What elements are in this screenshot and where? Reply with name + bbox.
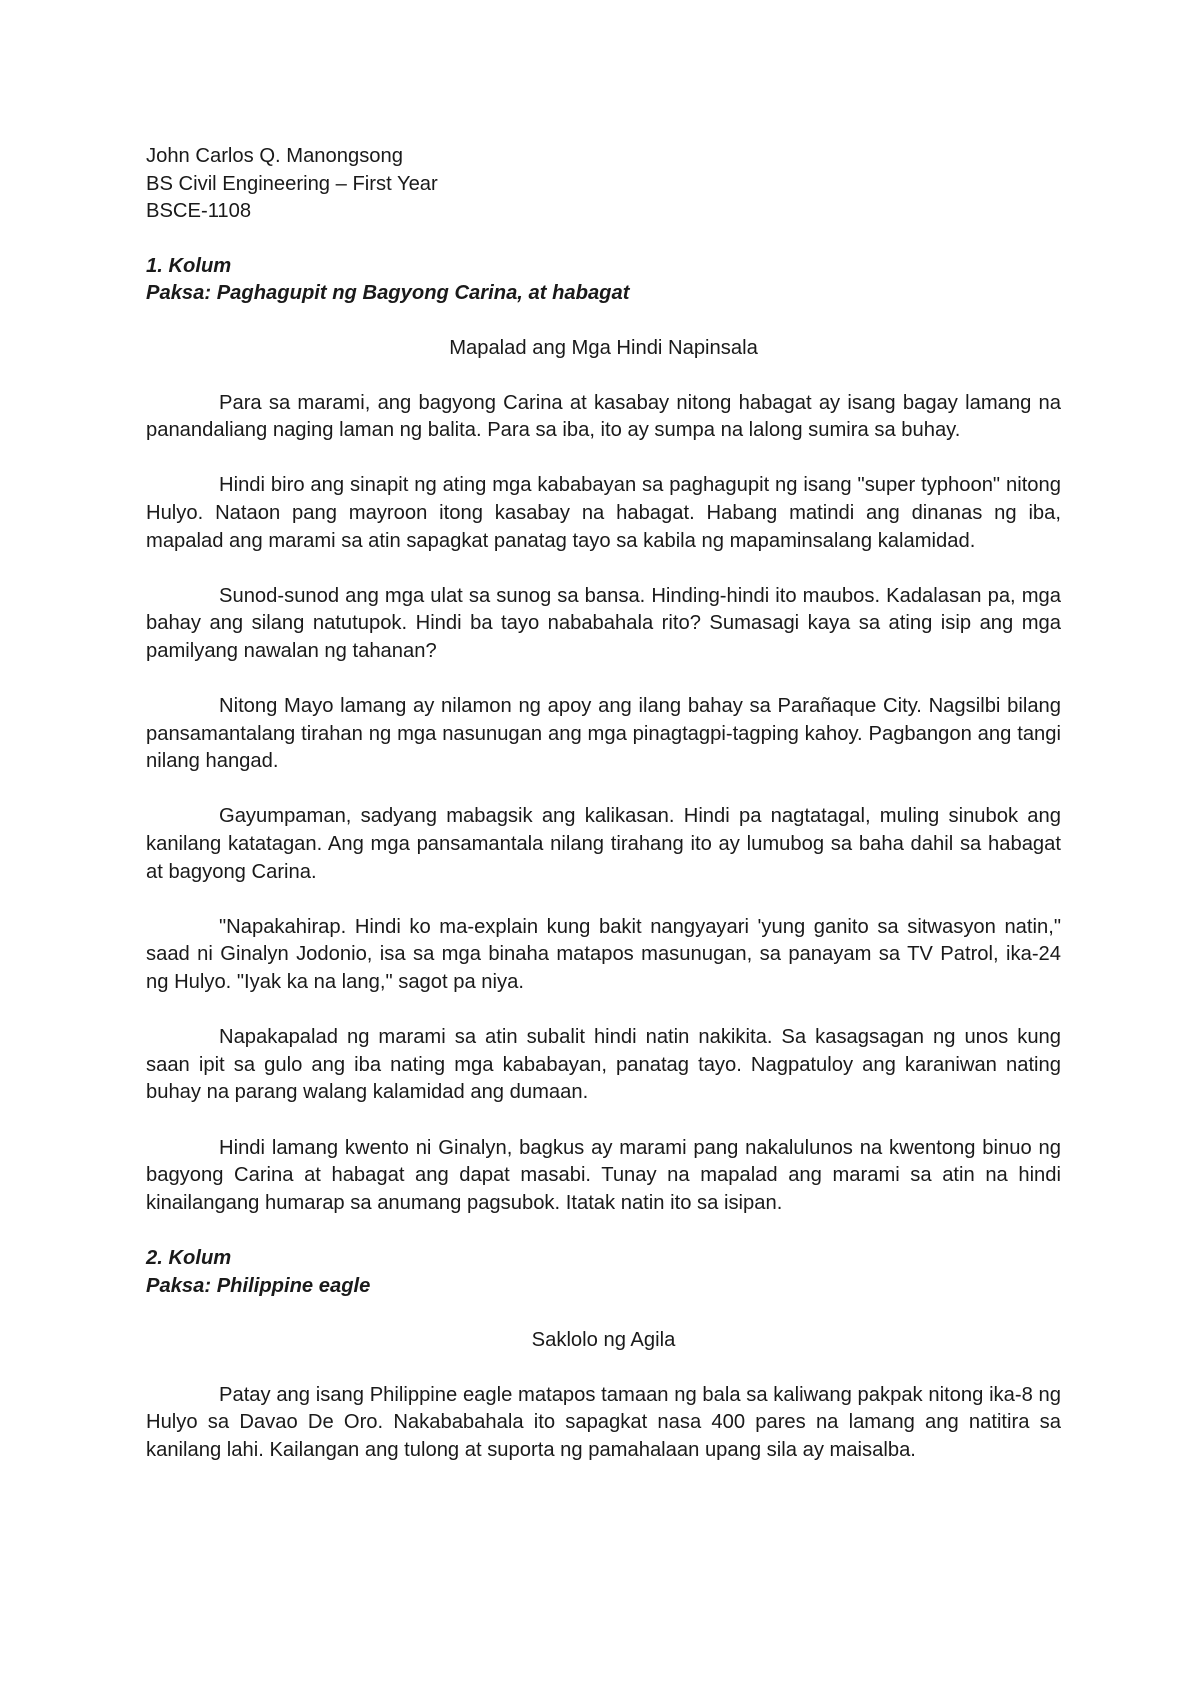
paragraph: Sunod-sunod ang mga ulat sa sunog sa bansa. Hinding-hindi ito maubos. Kadalasan pa, mga bahay ang silang natutupok. Hindi ba tayo nababahala rito? Sumasagi kaya sa ating isip ang mga pamilyang nawalan ng tahanan?: [146, 584, 1061, 662]
paragraph: Para sa marami, ang bagyong Carina at kasabay nitong habagat ay isang bagay lamang na panandaliang naging laman ng balita. Para sa iba, ito ay sumpa na lalong sumira sa buhay.: [146, 391, 1061, 442]
section-topic: Paksa: Philippine eagle: [146, 1274, 371, 1297]
author-name: John Carlos Q. Manongsong: [146, 145, 403, 167]
column-section-2: [146, 1245, 1061, 1465]
article-title: Saklolo ng Agila: [531, 1329, 676, 1352]
paragraph: "Napakahirap. Hindi ko ma-explain kung bakit nangyayari 'yung ganito sa sitwasyon natin," saad ni Ginalyn Jodonio, isa sa mga binaha matapos masunugan, sa panayam sa TV Patrol, ika-24 ng Hulyo. "Iyak ka na lang," sagot pa niya.: [146, 915, 1061, 994]
paragraph: Hindi lamang kwento ni Ginalyn, bagkus ay marami pang nakalulunos na kwentong binuo ng bagyong Carina at habagat ang dapat masabi. Tunay na mapalad ang marami sa atin na hindi kinailangang humarap sa anumang pagsubok. Itatak natin ito sa isipan.: [146, 1136, 1061, 1214]
paragraph: Napakapalad ng marami sa atin subalit hindi natin nakikita. Sa kasagsagan ng unos kung saan ipit sa gulo ang iba nating mga kababayan, panatag tayo. Nagpatuloy ang karaniwan nating buhay na parang walang kalamidad ang dumaan.: [146, 1026, 1061, 1104]
section-topic: Paksa: Paghagupit ng Bagyong Carina, at habagat: [146, 282, 630, 305]
article-title: Mapalad ang Mga Hindi Napinsala: [449, 336, 758, 359]
paragraph: Gayumpaman, sadyang mabagsik ang kalikasan. Hindi pa nagtatagal, muling sinubok ang kanilang katatagan. Ang mga pansamantala nilang tirahang ito ay lumubog sa baha dahil sa habagat at bagyong Carina.: [146, 805, 1061, 883]
document-page: [146, 143, 1061, 1492]
column-section-1: [146, 253, 1061, 1218]
paragraph: Hindi biro ang sinapit ng ating mga kababayan sa paghagupit ng isang "super typhoon" nitong Hulyo. Nataon pang mayroon itong kasabay na habagat. Habang matindi ang dinanas ng iba, mapalad ang marami sa atin sapagkat panatag tayo sa kabila ng mapaminsalang kalamidad.: [146, 474, 1061, 552]
section-label: 1. Kolum: [146, 254, 232, 277]
author-header: [146, 143, 1061, 226]
paragraph: Patay ang isang Philippine eagle matapos tamaan ng bala sa kaliwang pakpak nitong ika-8 ng Hulyo sa Davao De Oro. Nakababahala ito sapagkat nasa 400 pares na lamang ang natitira sa kanilang lahi. Kailangan ang tulong at suporta ng pamahalaan upang sila ay maisalba.: [146, 1383, 1061, 1461]
author-program: BS Civil Engineering – First Year: [146, 172, 438, 195]
section-label: 2. Kolum: [146, 1246, 232, 1269]
author-section: BSCE-1108: [146, 200, 252, 223]
paragraph: Nitong Mayo lamang ay nilamon ng apoy ang ilang bahay sa Parañaque City. Nagsilbi bilang pansamantalang tirahan ng mga nasunugan ang mga pinagtagpi-tagping kahoy. Pagbangon ang tangi nilang hangad.: [146, 695, 1061, 773]
